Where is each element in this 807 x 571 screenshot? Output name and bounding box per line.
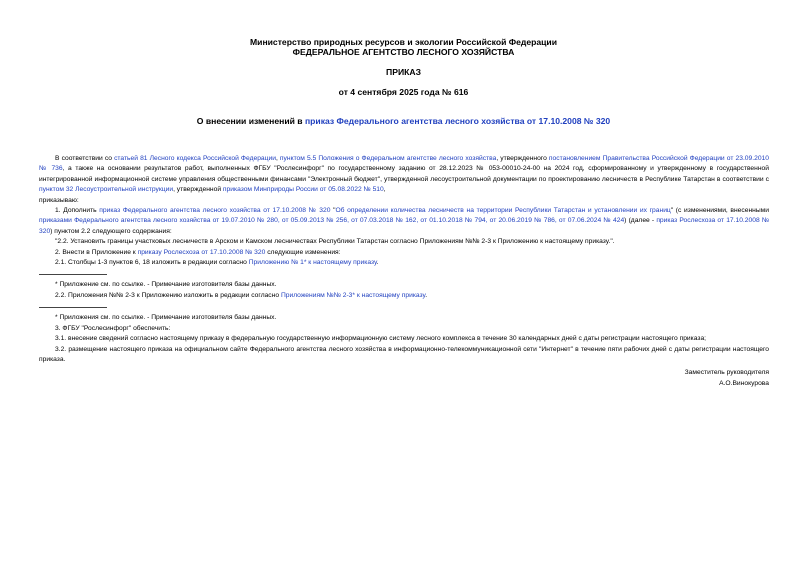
item-3-1-paragraph: 3.1. внесение сведений согласно настоящему приказу в федеральную государственную информационную систему лесного комплекса в течение 30 календарных дней с даты регистрации настоящего приказа; (55, 335, 707, 343)
text: , утвержденной (173, 186, 223, 194)
order-title-link[interactable]: Об определении количества лесничеств на территории Республики Татарстан и установлении их границ (335, 207, 671, 215)
footnote-divider (39, 307, 107, 308)
title-text: О внесении изменений в (196, 116, 305, 126)
text: ) (далее - (624, 217, 657, 225)
appendices-2-3-link[interactable]: Приложениям №№ 2-3* к настоящему приказу (280, 291, 426, 299)
footnote: * Приложения см. по ссылке. - Примечание изготовителя базы данных. (55, 314, 277, 322)
signatory-name: А.О.Винокурова (719, 379, 769, 387)
item-2-2-quote: "2.2. Установить границы участковых лесничеств в Арском и Камском лесничествах Республики Татарстан согласно Приложениям №№ 2-3 к Приложению к настоящему приказу.". (55, 238, 615, 246)
document-type: ПРИКАЗ (386, 67, 421, 77)
title-link[interactable]: приказ Федерального агентства лесного хозяйства от 17.10.2008 № 320 (304, 116, 611, 126)
text: " (с изменениями, внесенными (670, 207, 769, 215)
rosleskhoz-order-link[interactable]: приказ Рослесхоза от 17.10.2008 № 320 (39, 217, 770, 235)
rosleskhoz-order-link[interactable]: приказу Рослесхоза от 17.10.2008 № 320 (137, 248, 266, 256)
text: ) пунктом 2.2 следующего содержания: (50, 227, 172, 235)
forest-instruction-link[interactable]: пунктом 32 Лесоустроительной инструкции (39, 186, 174, 194)
text: 2.2. Приложения №№ 2-3 к Приложению изложить в редакции согласно (55, 291, 281, 299)
agency-name: ФЕДЕРАЛЬНОЕ АГЕНТСТВО ЛЕСНОГО ХОЗЯЙСТВА (292, 47, 515, 57)
text: 2.1. Столбцы 1-3 пунктов 6, 18 изложить в редакции согласно (55, 259, 249, 267)
item-2-paragraph (39, 248, 769, 258)
document-date-number: от 4 сентября 2025 года № 616 (338, 87, 469, 97)
item-1-paragraph (39, 206, 769, 237)
text: , (383, 186, 386, 194)
forest-code-link[interactable]: статьей 81 Лесного кодекса Российской Федерации (114, 155, 276, 162)
order-320-link[interactable]: приказ Федерального агентства лесного хозяйства от 17.10.2008 № 320 (99, 207, 331, 215)
text: В соответствии со (55, 155, 115, 162)
preamble-paragraph (39, 154, 769, 196)
footnote: * Приложение см. по ссылке. - Примечание изготовителя базы данных. (55, 281, 277, 289)
text: . (376, 259, 379, 267)
signatory-position: Заместитель руководителя (684, 369, 769, 377)
government-decree-link[interactable]: постановлением Правительства Российской Федерации от 23.09.2010 № 736 (39, 155, 769, 173)
agency-regulation-link[interactable]: пунктом 5.5 Положения о Федеральном агентстве лесного хозяйства (279, 155, 497, 162)
item-3-paragraph: 3. ФГБУ "Рослесинфорг" обеспечить: (55, 324, 171, 332)
ministry-name: Министерство природных ресурсов и экологии Российской Федерации (250, 37, 557, 47)
ministry-order-link[interactable]: приказом Минприроды России от 05.08.2022 № 510 (222, 186, 384, 194)
text: 2. Внести в Приложение к (55, 248, 138, 256)
order-word: приказываю: (39, 196, 79, 204)
item-2-1-paragraph (39, 258, 769, 268)
text: " (330, 207, 336, 215)
text: следующие изменения: (265, 248, 341, 256)
document-body (39, 154, 769, 389)
document-title (0, 116, 807, 126)
text: , (275, 155, 280, 162)
item-3-2-paragraph: 3.2. размещение настоящего приказа на официальном сайте Федерального агентства лесного хозяйства в информационно-телекоммуникационной сети "Интернет" в течение пяти рабочих дней с даты регистрации настоящего приказа. (39, 345, 769, 363)
amending-orders-link[interactable]: приказами Федерального агентства лесного хозяйства от 19.07.2010 № 280, от 05.09.2013 № 256, от 07.03.2018 № 162, от 01.10.2018 № 794, от 20.06.2019 № 786, от 07.06.2024 № 424 (39, 217, 625, 225)
text: , утвержденного (496, 155, 549, 162)
text: , а также на основании результатов работ, выполненных ФГБУ "Рослесинфорг" по государственному заданию от 28.12.2023 № 053-00010-24-00 на 2024 год, сформированному и утвержденному в государственной интегрированной информационной системе управления общественными финансами "Электронный бюджет", утвержденной лесоустроительной документации по проектированию лесничеств в Республике Татарстан в соответствии с (39, 165, 769, 183)
item-2-2-paragraph (39, 291, 769, 301)
appendix-1-link[interactable]: Приложению № 1* к настоящему приказу (248, 259, 377, 267)
text: . (425, 291, 428, 299)
footnote-divider (39, 274, 107, 275)
text: 1. Дополнить (55, 207, 100, 215)
